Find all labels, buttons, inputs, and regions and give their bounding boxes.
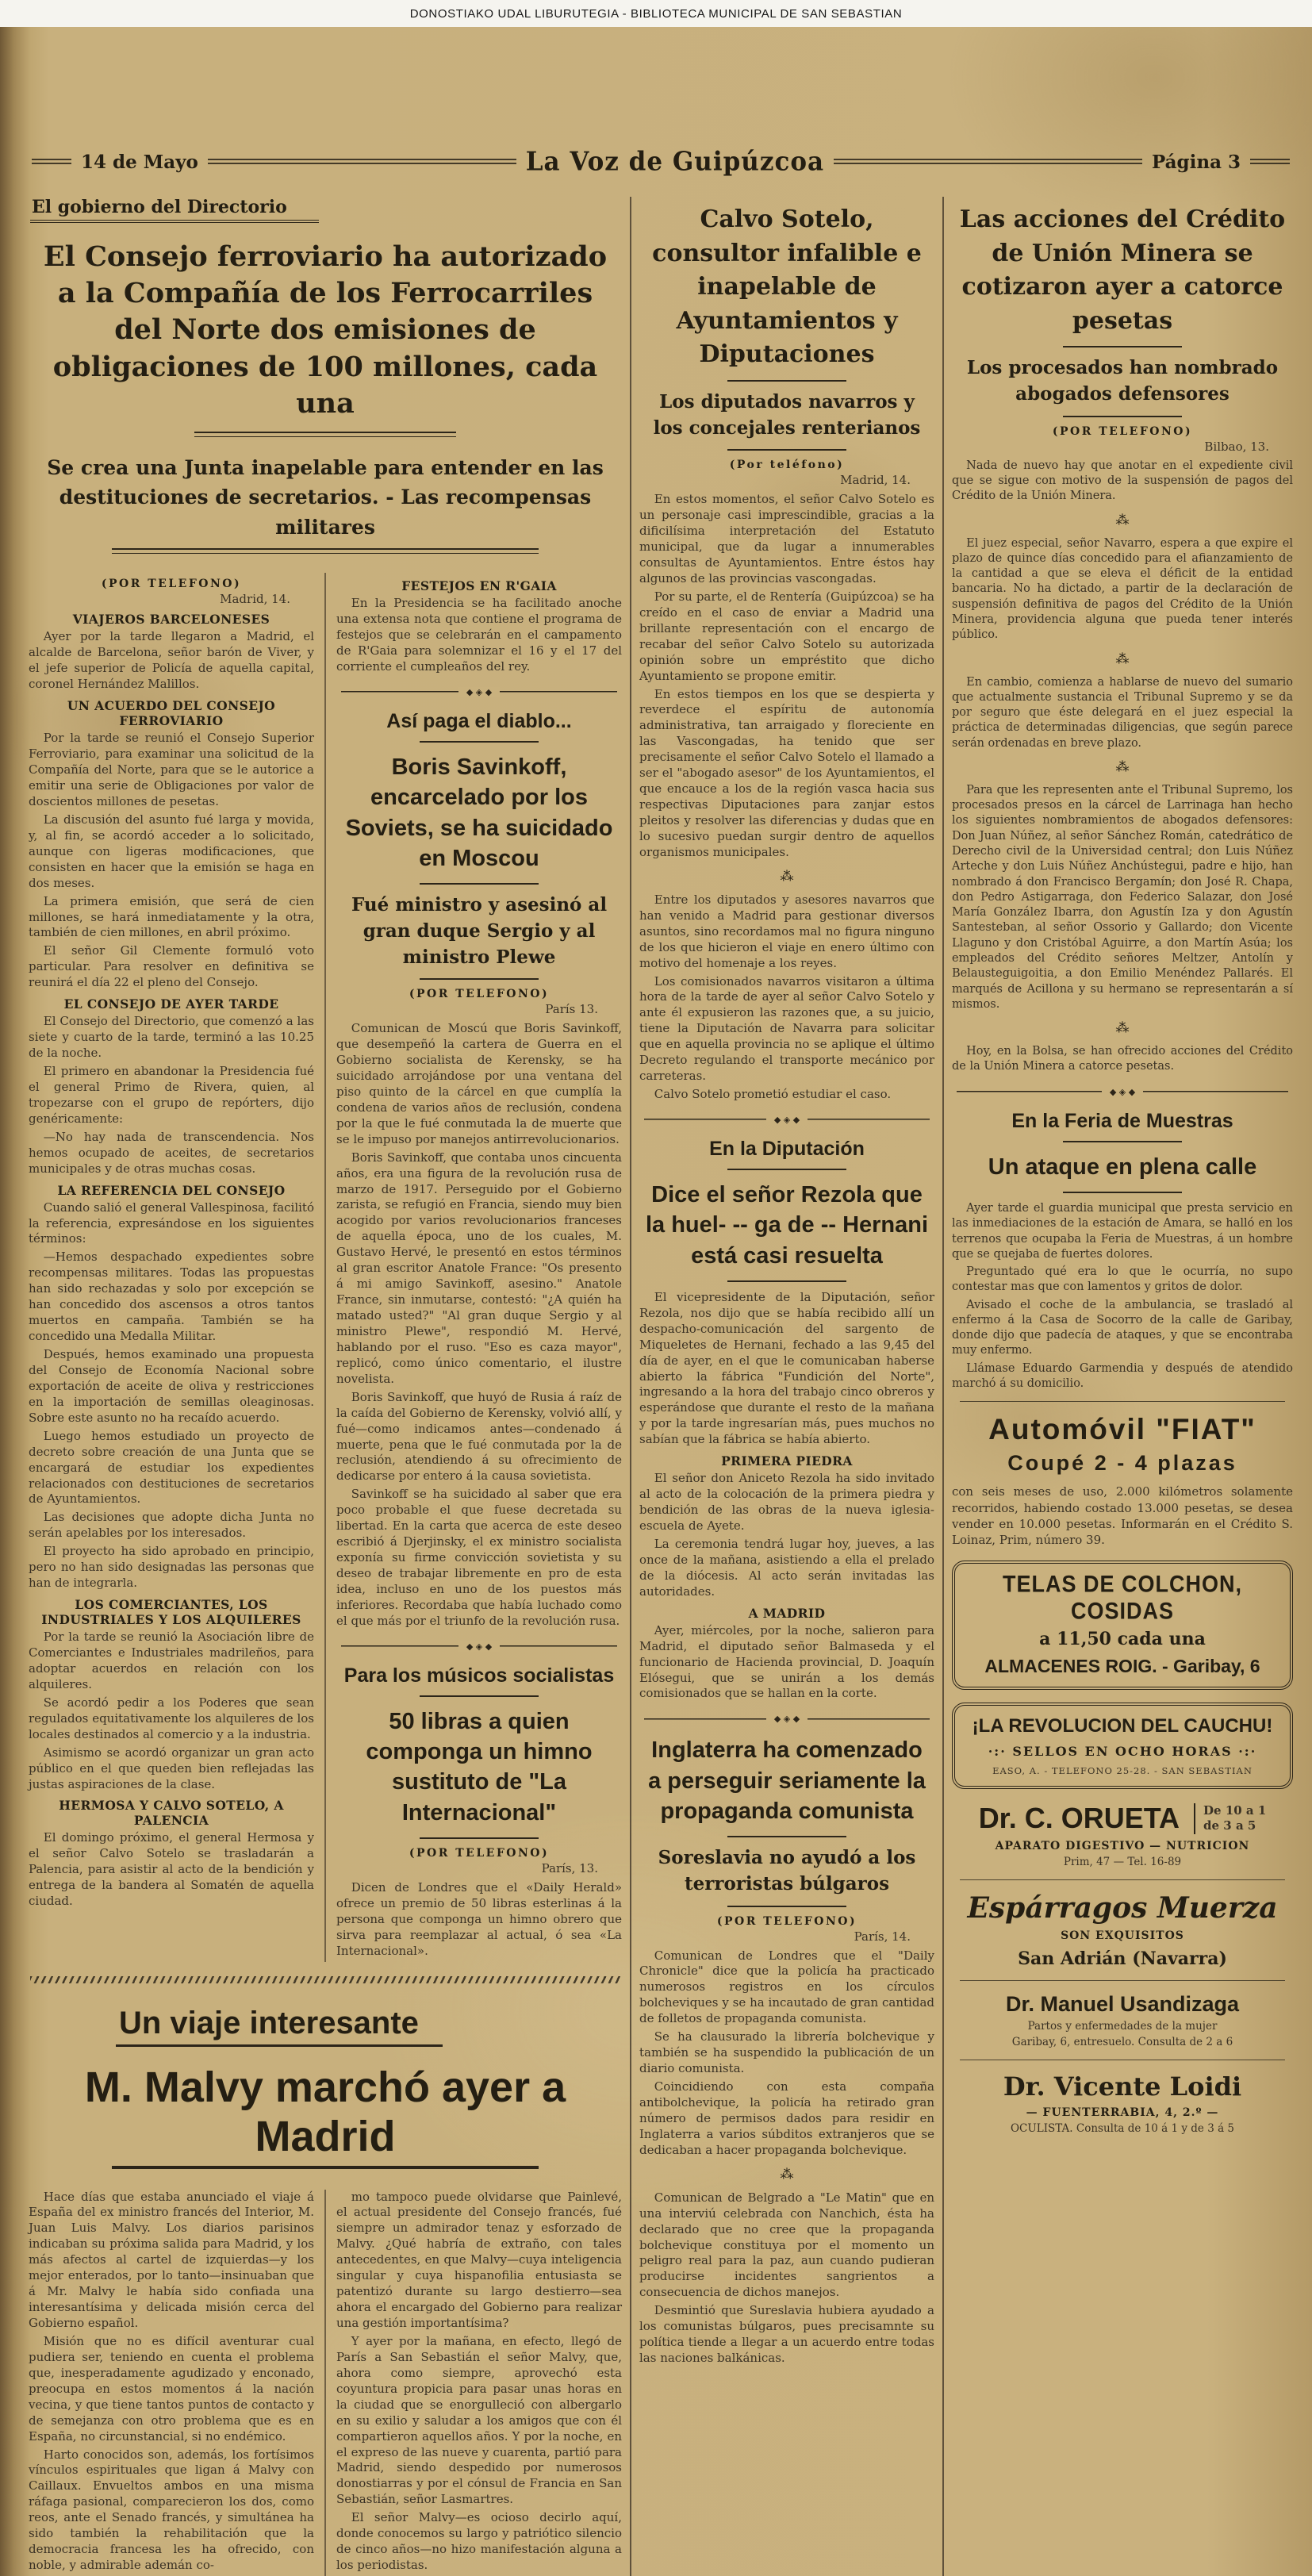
article-block-h: EL CONSEJO DE AYER TARDE [63, 996, 279, 1012]
article-block-dl: París 13. [545, 1002, 598, 1017]
ad-dr-orueta [952, 1802, 1293, 1868]
ad-usandizaga-name: Dr. Manuel Usandizaga [1005, 1992, 1240, 2017]
ad-esparragos-origin: San Adrián (Navarra) [1018, 1948, 1227, 1970]
section-calvo-sotelo [639, 197, 934, 2369]
article-block-p: Harto conocidos son, además, los fortísimos vínculos espirituales que ligan á Malvy con Caillaux. Envueltos ambos en una misma ráfaga pasional, comparecieron los dos, como reos, ante el Senado francés, y simultánea ha sido también la rehabilitación que la democracia francesa les ha ofrecido, con noble, y admirable ademán co- [29, 2447, 314, 2573]
article-block-p: El señor don Aniceto Rezola ha sido invitado al acto de la colocación de la primera piedra y bendición de las obras de la nueva iglesia-escuela de Ayete. [639, 1471, 934, 1534]
article-block-hr2 [1063, 346, 1182, 347]
article-block-p: En estos tiempos en los que se despierta y reverdece el espíritu de autonomía administrativa, tan arraigado y floreciente en las Vascongadas, ha tenido que ser precisamente el señor Calvo Sotelo el llamado a ser el "abogado asesor" de los Ayuntamientos, el que encauce a los de la región vasca hacia sus respectivas Diputaciones para zanjar estos pleitos y resolver las diferencias y dudas que en lo sucesivo puedan surgir dentro de aquellos organismos municipales. [639, 686, 934, 859]
article-block-p: El vicepresidente de la Diputación, señor Rezola, nos dijo que se había recibido allí un despacho-comunicación del sargento de Miqueletes de Hernani, fechado a las 9,45 del día de ayer, en el que le comunicaban haberse abierto la fábrica "Fundición del Norte", ingresando a la hora del trabajo cinco obreros y esperándose que durante el resto de la mañana y por la tarde ingresarían más, pues muchos no sabían que la fábrica se había abierto. [639, 1289, 934, 1447]
article-block-orn [957, 1086, 1288, 1097]
double-rule [194, 432, 456, 437]
ad-revolucion-cauchu [952, 1703, 1293, 1789]
article-block-h: LA REFERENCIA DEL CONSEJO [57, 1182, 286, 1198]
article-block-p: Dicen de Londres que el «Daily Herald» ofrece un premio de 50 libras esterlinas á la persona que componga un himno obrero que sirva para reemplazar al actual, ó sea «La Internacional». [336, 1879, 622, 1958]
page-content [29, 197, 1293, 2576]
article-block-bh: 50 libras a quien componga un himno sustituto de "La Internacional" [366, 1708, 593, 1825]
article-block-h: HERMOSA Y CALVO SOTELO, A PALENCIA [59, 1798, 284, 1829]
section-malvy [29, 1998, 622, 2576]
column-divider-left [630, 197, 631, 2576]
headline-underline [112, 2166, 539, 2169]
article-block-p: Ayer por la tarde llegaron a Madrid, el alcalde de Barcelona, señor barón de Viver, y el jefe superior de Policía de aquella capital, coronel Hernández Malillos. [29, 629, 314, 692]
article-block-dl: París, 13. [541, 1860, 598, 1875]
wavy-divider [30, 1976, 620, 1983]
article-block-hl: Calvo Sotelo, consultor infalible e inapelable de Ayuntamientos y Diputaciones [652, 205, 922, 369]
article-block-p: Avisado el coche de la ambulancia, se trasladó al enfermo á la Casa de Socorro de la calle de Garibay, donde dijo que padecía de ataques, y que se encontraba muy enfermo. [952, 1298, 1293, 1357]
ad-cauchu-sellos: ·:· SELLOS EN OCHO HORAS ·:· [988, 1744, 1257, 1760]
article-block-by: (POR TELEFONO) [716, 1914, 857, 1928]
masthead-rule-mid-right [834, 159, 1142, 166]
ad-fiat-body: con seis meses de uso, 2.000 kilómetros solamente recorridos, habiendo costado 13.000 pesetas, se desea vender en 10.000 pesetas. Informarán en el Crédito S. Loinaz, Prim, número 39. [952, 1484, 1293, 1548]
article-block-h2: En la Feria de Muestras [1011, 1109, 1233, 1132]
article-block-h: UN ACUERDO DEL CONSEJO FERROVIARIO [67, 698, 276, 729]
article-block-p: Se acordó pedir a los Poderes que sean regulados equitativamente los alquileres de los locales destinados al comercio y a la industria. [29, 1695, 314, 1741]
article-block-p: Los comisionados navarros visitaron a última hora de la tarde de ayer al señor Calvo Sotelo y ante él expusieron las razones que, a su juicio, tiene la Diputación de Navarra para solicitar que en aquella provincia no se aplique el último Decreto regulando el transporte mecánico por carreteras. [639, 973, 934, 1084]
article-block-bh: Boris Savinkoff, encarcelado por los Soviets, se ha suicidado en Moscou [345, 754, 613, 871]
article-block-p: Se ha clausurado la librería bolchevique y también se ha suspendido la publicación de un diario comunista. [639, 2029, 934, 2076]
ad-telas-price: a 11,50 cada una [1039, 1629, 1206, 1650]
article-block-hr2 [420, 1837, 539, 1839]
article-block-orn [341, 1641, 617, 1652]
article-block-p: Comunican de Belgrado a "Le Matin" que en una interviú celebrada con Nanchich, ésta ha declarado que no cree que la propaganda bolchevique constituya por el momento un peligro real para la paz, aun cuando pudieran producirse incidentes sangrientos a consecuencia de dichos manejos. [639, 2190, 934, 2300]
ad-loidi-address: — FUENTERRABIA, 4, 2.º — [1026, 2106, 1219, 2120]
ad-cauchu-title: ¡LA REVOLUCION DEL CAUCHU! [972, 1715, 1273, 1737]
ad-dr-loidi [952, 2071, 1293, 2135]
directorio-col-1 [29, 573, 314, 1961]
article-block-hr2 [420, 1695, 539, 1697]
ad-separator [960, 1879, 1285, 1880]
ad-orueta-hours [1194, 1803, 1266, 1834]
union-minera-articles [952, 203, 1293, 1392]
article-block-h: VIAJEROS BARCELONESES [72, 612, 270, 628]
masthead-page-number: Página 3 [1151, 151, 1241, 173]
malvy-columns [29, 2190, 622, 2576]
article-block-h2: Así paga el diablo... [386, 710, 572, 733]
masthead-rule-right [1250, 159, 1290, 166]
kicker-directorio: El gobierno del Directorio [30, 197, 319, 223]
article-block-p: El juez especial, señor Navarro, espera a que expire el plazo de quince días concedido para el afianzamiento de la cantidad a que se eleva el déficit de la entidad bancaria. No ha dictado, a partir de la declaración de suspensión definitiva de pagos del Crédito de la Unión Minera, providencia alguna que pueda tener interés público. [952, 536, 1293, 642]
ad-orueta-name: Dr. C. ORUETA [978, 1802, 1180, 1835]
column-rule [324, 573, 326, 1961]
article-block-p: Boris Savinkoff, que contaba unos cincuenta años, era una figura de la revolución rusa de marzo de 1917. Perseguido por el Gobierno zarista, se refugió en Francia, siendo muy bien acogido por varios revolucionarios franceses de aquella época, uno de los cuales, M. Gustavo Hervé, le presentó en estos términos al gran escritor Anatole France: "Os presento á mi amigo Savinkoff, asesino." Anatole France, sin inmutarse, contestó: "¿A quién ha matado usted?" "Al gran duque Sergio y al ministro Plewe", respondió M. Hervé, hablando por el ruso. "Eso es caza mayor", replicó, como único comentario, el ilustre novelista. [336, 1150, 622, 1386]
article-block-st: ⁂ [1115, 1020, 1130, 1037]
section-directorio [29, 197, 622, 2576]
ad-telas-store: ALMACENES ROIG. - Garibay, 6 [984, 1656, 1260, 1677]
article-block-bh: Un ataque en plena calle [988, 1154, 1257, 1180]
malvy-col-2 [336, 2190, 622, 2576]
article-block-p: Las decisiones que adopte dicha Junta no serán apelables por los interesados. [29, 1510, 314, 1541]
article-block-hr2 [1063, 1141, 1182, 1142]
article-block-p: Por la tarde se reunió la Asociación libre de Comerciantes e Industriales madrileños, para adoptar acuerdos en relación con los alquileres. [29, 1630, 314, 1691]
article-block-dl: Madrid, 14. [220, 592, 290, 607]
ad-orueta-specialty: APARATO DIGESTIVO — NUTRICION [995, 1840, 1250, 1853]
article-block-p: Comunican de Moscú que Boris Savinkoff, que desempeñó la cartera de Guerra en el Gobierno socialista de Kerensky, se ha suicidado arrojándose por una ventana del piso quinto de la cárcel en que cumplía la condena de varios años de reclusión, condena por la que le fué conmutada la de muerte que se le impuso por manejos antirrevolucionarios. [336, 1021, 622, 1146]
article-block-p: Después, hemos examinado una propuesta del Consejo de Economía Nacional sobre exportación de aceite de oliva y restricciones en la importación de semillas oleaginosas. Sobre este asunto no ha recaído acuerdo. [29, 1347, 314, 1425]
ad-orueta-hours-2: de 3 a 5 [1203, 1818, 1256, 1833]
column-rule [324, 2190, 326, 2576]
article-block-p: Hace días que estaba anunciado el viaje á España del ex ministro francés del Interior, M. Juan Luis Malvy. Los diarios parisinos indicaban su próxima salida para Madrid, y los más afectos al cartel de izquierdas—y los mejor enterados, por lo tanto—insinuaban que á Mr. Malvy le había sido confiada una interesantísima y delicada misión cerca del Gobierno español. [29, 2189, 314, 2331]
article-block-orn [341, 686, 617, 697]
article-block-p: Comunican de Londres que el "Daily Chronicle" dice que la policía ha practicado numerosos registros en los círculos bolcheviques y se ha incautado de gran cantidad de folletos de propaganda comunista. [639, 1948, 934, 2026]
ad-esparragos-muerza [952, 1891, 1293, 1969]
ad-telas-colchon [952, 1561, 1293, 1690]
article-block-p: Entre los diputados y asesores navarros que han venido a Madrid para gestionar diversos asuntos, sino recordamos mal no figura ninguno de los que hicieron el viaje en enero último con motivo del homenaje a los reyes. [639, 892, 934, 970]
ad-telas-line1: TELAS DE COLCHON, COSIDAS [1002, 1571, 1242, 1625]
headline-malvy: M. Malvy marchó ayer a Madrid [84, 2063, 566, 2160]
article-block-dl: París, 14. [854, 1929, 911, 1944]
article-block-h: A MADRID [748, 1605, 826, 1621]
ad-cauchu-address: EASO, A. - TELEFONO 25-28. - SAN SEBASTIAN [992, 1765, 1253, 1777]
ad-usandizaga-specialty: Partos y enfermedades de la mujer [1027, 2020, 1218, 2033]
ad-separator [960, 1980, 1285, 1981]
article-block-dl: Madrid, 14. [840, 473, 911, 488]
masthead-rule-mid-left [208, 159, 516, 166]
article-block-p: Y ayer por la mañana, en efecto, llegó de París a San Sebastián el señor Malvy, que, ahora como siempre, aprovechó esta coyuntura propicia para pasar unas horas en la ciudad que se enorgulleció con albergarlo en su exilio y saludar a los amigos que con él compartieron aquellos años. Y por la noche, en el expreso de las nueve y cuarenta, partió para Madrid, siendo despedido por numerosos donostiarras y por el cónsul de Francia en San Sebastián, señor Lasmartres. [336, 2333, 622, 2507]
article-block-p: —Hemos despachado expedientes sobre recompensas militares. Todas las propuestas han sido rechazadas y solo por excepción se han concedido dos ascensos a otros tantos muertos en campaña. También se ha concedido una Medalla Militar. [29, 1250, 314, 1344]
article-block-p: El señor Gil Clemente formuló voto particular. Para resolver en definitiva se reunirá el día 22 el pleno del Consejo. [29, 943, 314, 990]
article-block-p: mo tampoco puede olvidarse que Painlevé, el actual presidente del Consejo francés, fué siempre un admirador tenaz y esforzado de Malvy. ¿Qué habría de extraño, con tales antecedentes, en que Malvy—cuya inteligencia singular y cuya hispanofilia entusiasta se patentizó durante su largo destierro—sea ahora el encargado del Gobierno para realizar una gestión importantísima? [336, 2189, 622, 2331]
article-block-p: El domingo próximo, el general Hermosa y el señor Calvo Sotelo se trasladarán a Palencia, para asistir al acto de la bendición y entrega de la bandera al Somatén de aquella ciudad. [29, 1830, 314, 1909]
article-block-orn [644, 1114, 930, 1125]
ad-fiat [952, 1413, 1293, 1548]
article-block-p: En la Presidencia se ha facilitado anoche una extensa nota que contiene el programa de festejos que se celebrarán en el campamento de R'Gaia para solemnizar el 16 y el 17 del corriente el cumpleaños del rey. [336, 596, 622, 674]
article-block-h2: En la Diputación [709, 1138, 865, 1161]
article-block-hr2 [727, 1280, 846, 1282]
article-block-p: La primera emisión, que será de cien millones, se hará inmediatamente y la otra, también de cien millones, en abril próximo. [29, 893, 314, 940]
article-block-st: ⁂ [1115, 758, 1130, 775]
article-block-h: FESTEJOS EN R'GAIA [401, 578, 557, 594]
article-block-p: Boris Savinkoff, que huyó de Rusia á raíz de la caída del Gobierno de Kerensky, volvió allí, y fué—como indicamos antes—condenado á muerte, pena que le fué conmutada por la de reclusión, atendiendo á su ofrecimiento de dedicarse por entero á la causa sovietista. [336, 1389, 622, 1484]
article-block-hr2 [1063, 1192, 1182, 1193]
article-block-orn [644, 1713, 930, 1724]
article-block-sh: Los procesados han nombrado abogados defensores [966, 357, 1279, 405]
article-block-hr2 [727, 1836, 846, 1837]
ad-loidi-name: Dr. Vicente Loidi [1003, 2071, 1242, 2102]
subhead-junta-inapelable: Se crea una Junta inapelable para entender en las destituciones de secretarios. - Las recompensas militares [47, 455, 604, 539]
article-block-hr2 [727, 380, 846, 382]
ad-esparragos-claim: SON EXQUISITOS [1061, 1929, 1184, 1943]
article-block-by: (Por teléfono) [729, 459, 845, 472]
article-block-hr2 [420, 978, 539, 980]
article-block-dl: Bilbao, 13. [1204, 439, 1269, 454]
article-block-p: La discusión del asunto fué larga y movida, y, al fin, se acordó acceder a lo solicitado, aunque con ligeras modificaciones, que consisten en hacer que la emisión se haga en dos meses. [29, 812, 314, 890]
ad-usandizaga-address: Garibay, 6, entresuelo. Consulta de 2 a 6 [1011, 2036, 1233, 2049]
directorio-col-2 [336, 573, 622, 1961]
article-block-p: Luego hemos estudiado un proyecto de decreto sobre creación de una Junta que se encargará de estudiar los expedientes relacionados con destituciones de secretarios de Ayuntamientos. [29, 1428, 314, 1507]
masthead-title: La Voz de Guipúzcoa [525, 147, 825, 177]
ad-orueta-address: Prim, 47 — Tel. 16-89 [1063, 1856, 1182, 1869]
malvy-col-1 [29, 2190, 314, 2576]
article-block-st: ⁂ [1115, 512, 1130, 528]
article-block-st: ⁂ [780, 868, 794, 885]
double-rule [112, 548, 539, 554]
column-divider-right [942, 197, 944, 2576]
article-block-st: ⁂ [780, 2166, 794, 2182]
article-block-p: Preguntado qué era lo que le ocurría, no supo contestar mas que con lamentos y gritos de dolor. [952, 1265, 1293, 1294]
ad-separator [960, 1401, 1285, 1402]
ad-loidi-specialty: OCULISTA. Consulta de 10 á 1 y de 3 á 5 [1010, 2122, 1235, 2136]
article-block-hr2 [727, 1906, 846, 1907]
ad-esparragos-name: Espárragos Muerza [967, 1891, 1278, 1925]
ad-fiat-subtitle: Coupé 2 - 4 plazas [1007, 1451, 1237, 1476]
article-block-p: Para que les representen ante el Tribunal Supremo, los procesados presos en la cárcel de Larrinaga han hecho los siguientes nombramientos de abogados defensores: Don Juan Núñez, al señor Sánchez Román, catedrático de Derecho civil de la Universidad central; don Luis Núñez Arteche y don Luis Núñez Anchústegui, padre e hijo, han nombrado á don Francisco Bergamín; don José R. Chapa, don Pedro Astigarraga, don Federico Salazar, don José María González Ibarra, don Agustín Iza y don Agustín Santesteban, al señor Ossorio y Gallardo; don Vicente Llaguno y don Cristóbal Aguirre, a don Martín Asúa; los empleados del Crédito señores Meltzer, Antolín y Belausteguigoitia, a don Emilio Menéndez Pallarés. El marqués de Acillona y su hermano se representarán a sí mismos. [952, 783, 1293, 1011]
article-block-p: Por la tarde se reunió el Consejo Superior Ferroviario, para examinar una solicitud de la Compañía del Norte, para que se le autorice a emitir una serie de Obligaciones por valor de doscientos millones de pesetas. [29, 731, 314, 808]
article-block-hr2 [420, 741, 539, 743]
article-block-bh: Inglaterra ha comenzado a perseguir seriamente la propaganda comunista [648, 1737, 926, 1824]
article-block-h2: Para los músicos socialistas [343, 1664, 615, 1687]
article-block-bh: Dice el señor Rezola que la huel- -- ga de -- Hernani está casi resuelta [645, 1182, 929, 1269]
article-block-p: El primero en abandonar la Presidencia fué el general Primo de Rivera, quien, al tropezarse con el grupo de repórters, dijo genéricamente: [29, 1064, 314, 1126]
article-block-p: El Consejo del Directorio, que comenzó a las siete y cuarto de la tarde, terminó a las 10.25 de la noche. [29, 1014, 314, 1061]
article-block-p: Asimismo se acordó organizar un gran acto público en el que queden bien reflejadas las justas aspiraciones de la clase. [29, 1745, 314, 1791]
masthead [32, 148, 1290, 176]
masthead-date: 14 de Mayo [81, 151, 198, 173]
article-block-p: Misión que no es difícil aventurar cual pudiera ser, teniendo en cuenta el problema que, inesperadamente agudizado y enconado, preocupa en estos momentos á la nación vecina, y que tiene tantos puntos de contacto y de semejanza con otro problema que es en España, no circunstancial, si no endémico. [29, 2333, 314, 2444]
article-block-p: El señor Malvy—es ocioso decirlo aquí, donde conocemos su largo y patriótico silencio de cinco años—no hizo manifestación alguna a los periodistas. [336, 2510, 622, 2573]
article-block-p: Calvo Sotelo prometió estudiar el caso. [654, 1087, 892, 1102]
ad-dr-usandizaga [952, 1992, 1293, 2048]
article-block-p: Ayer tarde el guardia municipal que presta servicio en las inmediaciones de la estación de Amara, se halló en los terrenos que ocupaba la Feria de Muestras, á un hombre que se quejaba de fuertes dolores. [952, 1201, 1293, 1261]
ad-orueta-hours-1: De 10 a 1 [1203, 1802, 1267, 1818]
scan-library-header: DONOSTIAKO UDAL LIBURUTEGIA - BIBLIOTECA MUNICIPAL DE SAN SEBASTIAN [0, 0, 1312, 27]
article-block-p: Hoy, en la Bolsa, se han ofrecido acciones del Crédito de la Unión Minera a catorce pesetas. [952, 1045, 1293, 1073]
article-block-h: LOS COMERCIANTES, LOS INDUSTRIALES Y LOS ALQUILERES [41, 1597, 301, 1628]
article-block-hr2 [420, 883, 539, 885]
article-block-by: (POR TELEFONO) [101, 578, 242, 591]
article-block-sh: Los diputados navarros y los concejales renterianos [653, 390, 921, 439]
ad-fiat-title: Automóvil "FIAT" [988, 1413, 1256, 1446]
section-union-minera [952, 197, 1293, 2146]
article-block-sh: Fué ministro y asesinó al gran duque Sergio y al ministro Plewe [351, 894, 608, 968]
article-block-p: Savinkoff se ha suicidado al saber que era poco probable el que fuese decretada su libertad. En la carta que acerca de este deseo escribió á Djerjinsky, el ex ministro socialista exponía su firme convicción sovietista y su deseo de trabajar libremente en pro de esta idea, incluso en uno de los puestos más inferiores. Recordaba que había luchado como el que más por el triunfo de la revolución rusa. [336, 1487, 622, 1628]
article-block-h: PRIMERA PIEDRA [721, 1453, 853, 1469]
article-block-p: La ceremonia tendrá lugar hoy, jueves, a las once de la mañana, asistiendo a ella el prelado de la diócesis. Al acto serán invitadas las autoridades. [639, 1536, 934, 1599]
article-block-p: —No hay nada de transcendencia. Nos hemos ocupado de aceites, de secretarios municipales y de otras muchas cosas. [29, 1129, 314, 1176]
article-block-p: En estos momentos, el señor Calvo Sotelo es un personaje casi imprescindible, gracias a la dificilísima interpretación del Estatuto municipal, que da lugar a innumerables consultas de Ayuntamientos. Entre éstos hay algunos de las provincias vascongadas. [639, 492, 934, 585]
article-block-hr2 [727, 1169, 846, 1170]
headline-consejo-ferroviario: El Consejo ferroviario ha autorizado a la Compañía de los Ferrocarriles del Norte dos emisiones de obligaciones de 100 millones, cada una [43, 240, 608, 420]
article-block-p: En cambio, comienza a hablarse de nuevo del sumario que actualmente sustancia el Tribunal Supremo y se da por seguro que éste delegará en el juez especial la práctica de determinadas diligencias, que según parece serán ordenadas en breve plazo. [952, 675, 1293, 750]
article-block-p: Por su parte, el de Rentería (Guipúzcoa) se ha creído en el caso de enviar a Madrid una brillante representación con el encargo de recabar del señor Calvo Sotelo su autorizada opinión sobre un empréstito que dicho Ayuntamiento se propone emitir. [639, 589, 934, 683]
article-block-hr2 [1063, 416, 1182, 417]
article-block-by: (POR TELEFONO) [1052, 424, 1193, 438]
article-block-hr2 [727, 449, 846, 451]
article-block-p: Coincidiendo con esta compaña antibolchevique, la policía ha retirado gran número de permisos dados para residir en Inglaterra a varios súbditos extranjeros que se dedicaban a hacer propaganda bolchevique. [639, 2079, 934, 2157]
article-block-by: (POR TELEFONO) [409, 988, 550, 1001]
article-block-p: Llámase Eduardo Garmendia y después de atendido marchó á su domicilio. [952, 1361, 1293, 1391]
article-block-hl: Las acciones del Crédito de Unión Minera se cotizaron ayer a catorce pesetas [959, 205, 1286, 335]
article-block-by: (POR TELEFONO) [409, 1846, 550, 1860]
article-block-p: El proyecto ha sido aprobado en principio, pero no han sido designadas las personas que han de integrarla. [29, 1544, 314, 1591]
article-block-st: ⁂ [1115, 651, 1130, 667]
article-block-p: Nada de nuevo hay que anotar en el expediente civil que se sigue con motivo de la suspensión de pagos del Crédito de la Unión Minera. [952, 459, 1293, 503]
article-block-p: Desmintió que Sureslavia hubiera ayudado a los comunistas búlgaros, pues precisamnte su política tiende a llegar a un acuerdo entre todas las naciones balkánicas. [639, 2303, 934, 2366]
article-block-p: Cuando salió el general Vallespinosa, facilitó la referencia, expresándose en los siguientes términos: [29, 1200, 314, 1246]
article-block-p: Ayer, miércoles, por la noche, salieron para Madrid, el diputado señor Balmaseda y el funcionario de Hacienda provincial, D. Joaquín Elósegui, que se unirán a los demás comisionados que se hallan en la corte. [639, 1622, 934, 1701]
kicker-viaje-interesante: Un viaje interesante [116, 2006, 443, 2047]
masthead-rule-left [32, 159, 71, 166]
article-block-sh: Soreslavia no ayudó a los terroristas búlgaros [658, 1847, 916, 1895]
directorio-columns [29, 573, 622, 1961]
